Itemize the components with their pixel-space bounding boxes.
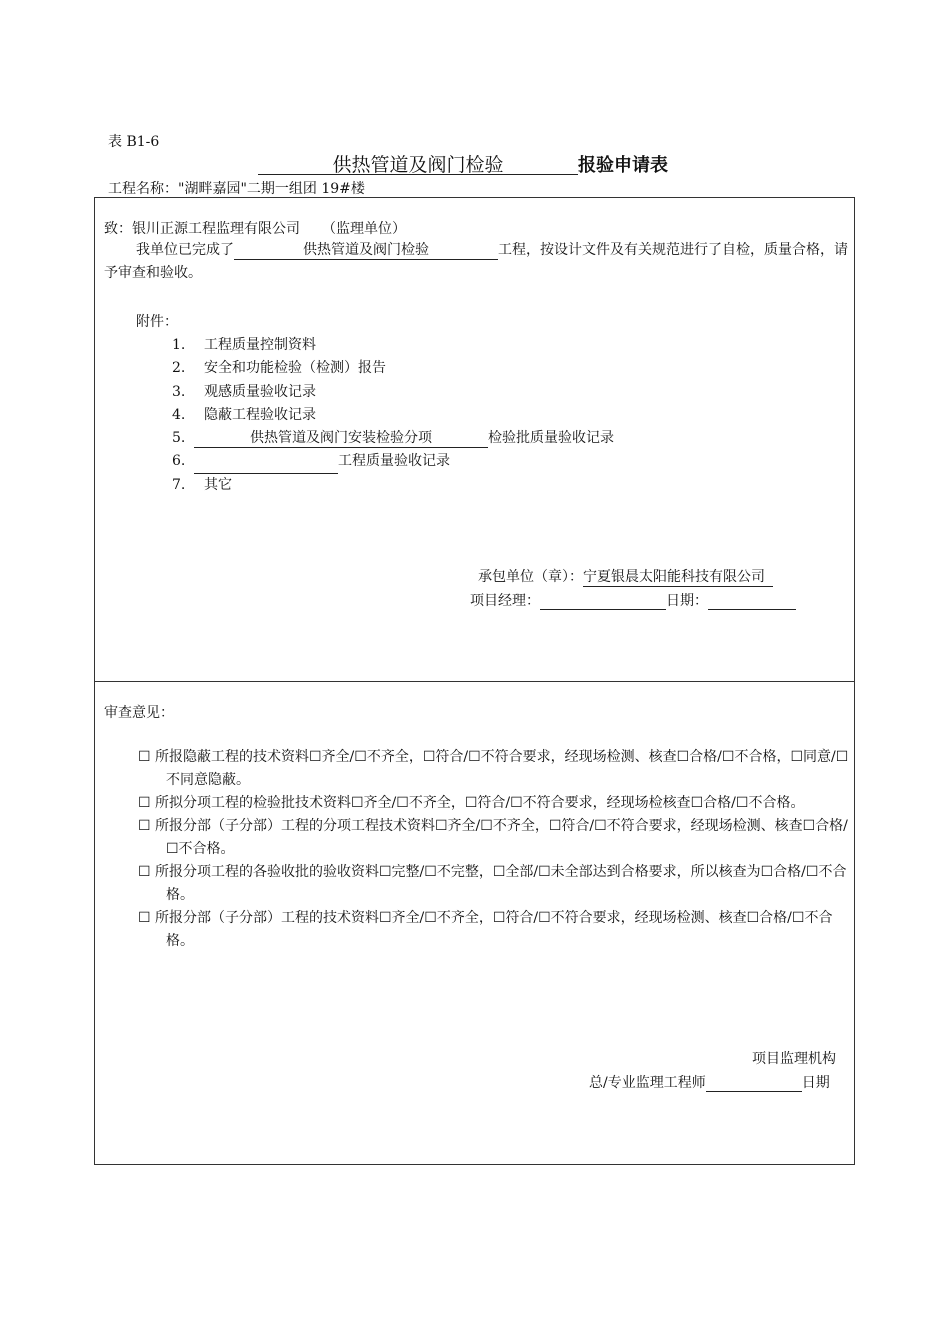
application-body <box>104 239 848 285</box>
body-prefix: 我单位已完成了 <box>136 242 234 258</box>
review-option-subitem-batch[interactable]: ☐ 所拟分项工程的检验批技术资料☐齐全/☐不齐全，☐符合/☐不符合要求，经现场检核查☐合格/☐不合格。 <box>138 795 805 811</box>
manager-label: 项目经理： <box>470 593 540 609</box>
form-number: 表 B1-6 <box>108 134 160 150</box>
manager-field[interactable] <box>540 592 666 610</box>
title-subject: 供热管道及阀门检验 <box>258 157 578 175</box>
contractor-label: 承包单位（章）： <box>478 569 583 585</box>
title-suffix: 报验申请表 <box>578 155 668 176</box>
review-options <box>138 746 850 953</box>
review-option-division-items[interactable]: ☐ 所报分部（子分部）工程的分项工程技术资料☐齐全/☐不齐全，☐符合/☐不符合要求，经现场检测、核查☐合格/☐不合格。 <box>138 818 848 857</box>
attachment-item: 4. 隐蔽工程验收记录 <box>172 406 316 423</box>
attachment-item: 5. 供热管道及阀门安装检验分项 检验批质量验收记录 <box>172 430 614 447</box>
supervisor-name: 银川正源工程监理有限公司 <box>132 221 300 237</box>
attachments-list <box>172 334 614 497</box>
completed-work-field[interactable]: 供热管道及阀门检验 <box>234 241 498 260</box>
to-label: 致： <box>104 221 132 237</box>
quality-record-field[interactable] <box>194 456 338 474</box>
manager-line <box>470 590 796 610</box>
date-field[interactable] <box>708 592 796 610</box>
contractor-name[interactable]: 宁夏银晨太阳能科技有限公司 <box>583 569 773 587</box>
review-label: 审查意见： <box>104 705 174 721</box>
attachment-item: 2. 安全和功能检验（检测）报告 <box>172 360 386 377</box>
form-title <box>258 151 668 177</box>
review-date-label: 日期 <box>801 1075 830 1091</box>
inspection-item-field[interactable]: 供热管道及阀门安装检验分项 <box>194 430 488 448</box>
project-name <box>108 178 365 198</box>
attachments-label: 附件： <box>136 314 178 330</box>
project-label: 工程名称： <box>108 181 178 197</box>
body-suffix: 工程，按设计文件及有关规范进行了自检，质量合格，请予审查和验收。 <box>104 242 848 281</box>
date-label: 日期： <box>666 593 708 609</box>
project-value: "湖畔嘉园"二期一组团 19#楼 <box>178 181 365 197</box>
engineer-field[interactable] <box>706 1074 802 1092</box>
attachment-item: 6. 工程质量验收记录 <box>172 450 614 473</box>
engineer-line <box>589 1072 830 1092</box>
attachment-item: 1. 工程质量控制资料 <box>172 337 316 353</box>
attachment-item: 3. 观感质量验收记录 <box>172 383 316 400</box>
contractor-line <box>478 566 773 587</box>
review-option-concealed[interactable]: ☐ 所报隐蔽工程的技术资料☐齐全/☐不齐全，☐符合/☐不符合要求，经现场检测、核查☐合格/☐不合格，☐同意/☐不同意隐蔽。 <box>138 749 849 788</box>
review-option-division-technical[interactable]: ☐ 所报分部（子分部）工程的技术资料☐齐全/☐不齐全，☐符合/☐不符合要求，经现场检测、核查☐合格/☐不合格。 <box>138 910 833 949</box>
addressee-line <box>104 218 406 238</box>
supervisor-role: （监理单位） <box>322 221 406 237</box>
supervision-org-label: 项目监理机构 <box>752 1051 836 1067</box>
engineer-label: 总/专业监理工程师 <box>589 1075 706 1091</box>
review-option-acceptance-batch[interactable]: ☐ 所报分项工程的各验收批的验收资料☐完整/☐不完整，☐全部/☐未全部达到合格要求，所以核查为☐合格/☐不合格。 <box>138 864 847 903</box>
attachment-item: 7. 其它 <box>172 476 232 493</box>
